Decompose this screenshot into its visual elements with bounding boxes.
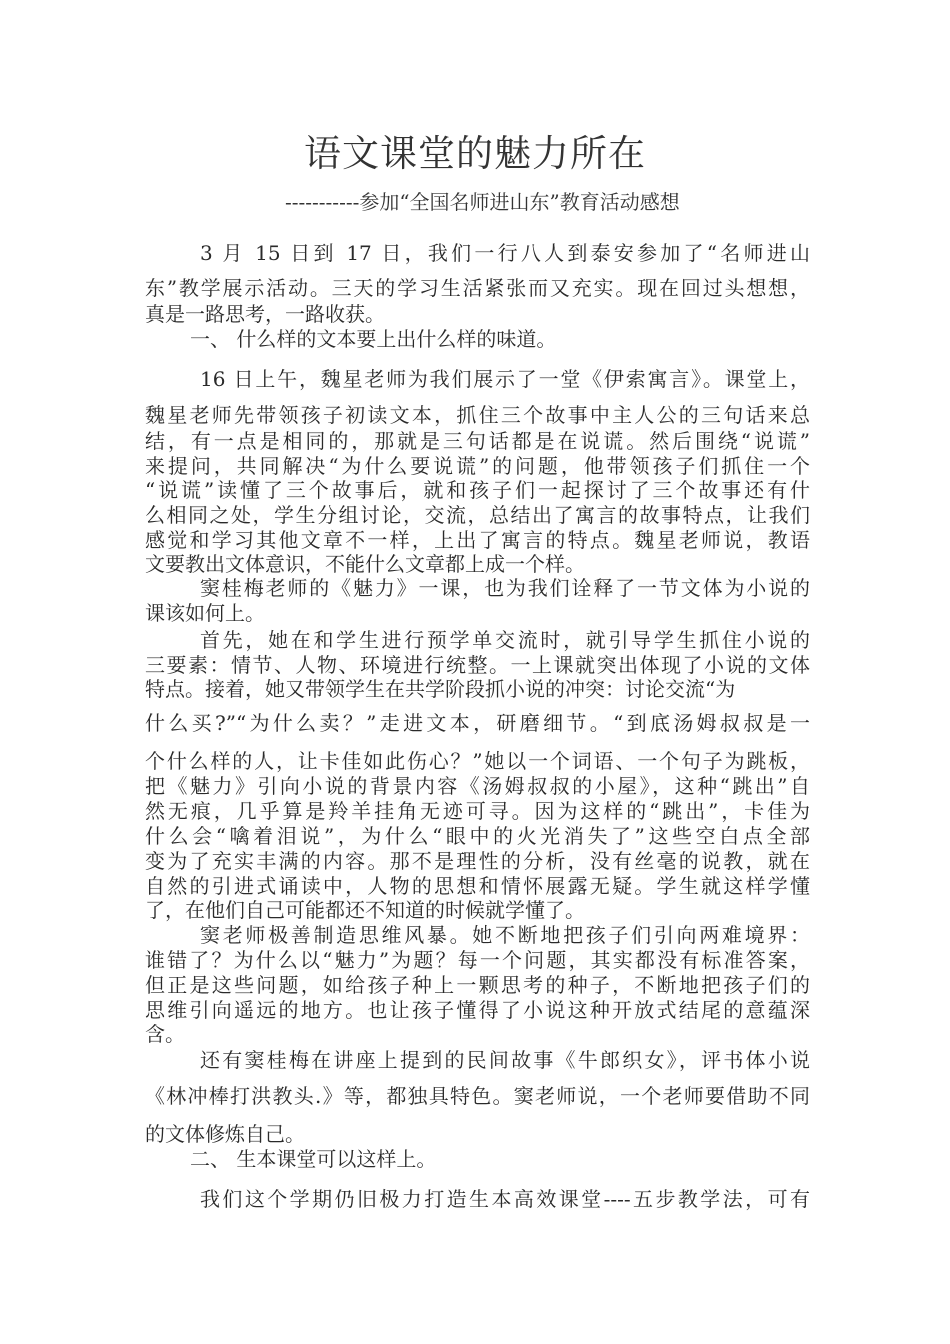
text-line: 了，在他们自己可能都还不知道的时候就学懂了。 bbox=[145, 898, 585, 922]
text-line: 窦老师极善制造思维风暴。她不断地把孩子们引向两难境界： bbox=[200, 923, 810, 947]
text-line: 魏星老师先带领孩子初读文本，抓住三个故事中主人公的三句话来总 bbox=[145, 403, 810, 427]
text-line: 把《魅力》引向小说的背景内容《汤姆叔叔的小屋》，这种“跳出”自 bbox=[145, 774, 810, 798]
text-line: 16 日上午，魏星老师为我们展示了一堂《伊索寓言》。课堂上， bbox=[200, 367, 810, 391]
text-line: 文要教出文体意识，不能什么文章都上成一个样。 bbox=[145, 552, 585, 576]
section-heading: 一、 什么样的文本要上出什么样的味道。 bbox=[190, 327, 557, 351]
text-line: “说谎”读懂了三个故事后，就和孩子们一起探讨了三个故事还有什 bbox=[145, 478, 810, 502]
text-line: 窦桂梅老师的《魅力》一课，也为我们诠释了一节文体为小说的 bbox=[200, 576, 810, 600]
text-line: 含。 bbox=[145, 1022, 185, 1046]
text-line: 真是一路思考，一路收获。 bbox=[145, 302, 385, 326]
text-line: 结，有一点是相同的，那就是三句话都是在说谎。然后围绕“说谎” bbox=[145, 429, 810, 453]
text-line: 思维引向遥远的地方。也让孩子懂得了小说这种开放式结尾的意蕴深 bbox=[145, 998, 810, 1022]
text-line: 谁错了？为什么以“魅力”为题？每一个问题，其实都没有标准答案， bbox=[145, 948, 810, 972]
text-line: 我们这个学期仍旧极力打造生本高效课堂----五步教学法，可有 bbox=[200, 1187, 810, 1211]
text-line: 《林冲棒打洪教头.》等，都独具特色。窦老师说，一个老师要借助不同 bbox=[145, 1084, 810, 1108]
text-line: 自然的引进式诵读中，人物的思想和情怀展露无疑。学生就这样学懂 bbox=[145, 874, 810, 898]
text-line: 么相同之处，学生分组讨论，交流，总结出了寓言的故事特点，让我们 bbox=[145, 503, 810, 527]
text-line: 3 月 15 日到 17 日，我们一行八人到泰安参加了“名师进山 bbox=[200, 241, 810, 265]
text-line: 变为了充实丰满的内容。那不是理性的分析，没有丝毫的说教，就在 bbox=[145, 849, 810, 873]
text-line: 来提问，共同解决“为什么要说谎”的问题，他带领孩子们抓住一个 bbox=[145, 454, 810, 478]
text-line: 什么会“噙着泪说”，为什么“眼中的火光消失了”这些空白点全部 bbox=[145, 824, 810, 848]
document-title: 语文课堂的魅力所在 bbox=[304, 132, 646, 175]
text-line: 但正是这些问题，如给孩子种上一颗思考的种子，不断地把孩子们的 bbox=[145, 973, 810, 997]
text-line: 课该如何上。 bbox=[145, 601, 265, 625]
text-line: 什么买?”“为什么卖？”走进文本，研磨细节。“到底汤姆叔叔是一 bbox=[145, 711, 810, 735]
text-line: 然无痕，几乎算是羚羊挂角无迹可寻。因为这样的“跳出”，卡佳为 bbox=[145, 799, 810, 823]
text-line: 个什么样的人，让卡佳如此伤心？”她以一个词语、一个句子为跳板， bbox=[145, 749, 810, 773]
text-line: 东”教学展示活动。三天的学习生活紧张而又充实。现在回过头想想， bbox=[145, 276, 810, 300]
text-line: 首先，她在和学生进行预学单交流时，就引导学生抓住小说的 bbox=[200, 628, 810, 652]
text-line: 感觉和学习其他文章不一样，上出了寓言的特点。魏星老师说，教语 bbox=[145, 528, 810, 552]
section-heading: 二、 生本课堂可以这样上。 bbox=[190, 1147, 437, 1171]
text-line: 特点。接着，她又带领学生在共学阶段抓小说的冲突：讨论交流“为 bbox=[145, 677, 736, 701]
document-subtitle: -----------参加“全国名师进山东”教育活动感想 bbox=[285, 190, 680, 214]
text-line: 三要素：情节、人物、环境进行统整。一上课就突出体现了小说的文体 bbox=[145, 653, 810, 677]
text-line: 还有窦桂梅在讲座上提到的民间故事《牛郎织女》，评书体小说 bbox=[200, 1048, 810, 1072]
text-line: 的文体修炼自己。 bbox=[145, 1122, 305, 1146]
